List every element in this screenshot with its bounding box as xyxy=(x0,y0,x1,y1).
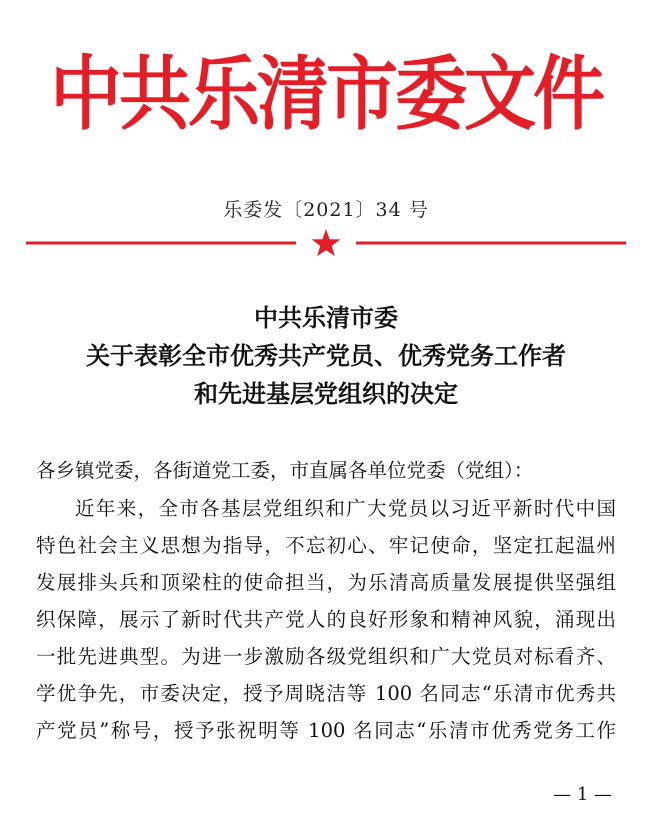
document-number: 乐委发〔2021〕34 号 xyxy=(223,199,429,221)
star-icon xyxy=(312,229,341,256)
page-number: — 1 — xyxy=(553,784,612,805)
masthead-title: 中共乐清市委文件 xyxy=(49,46,602,141)
body-line: 一批先进典型。为进一步激励各级党组织和广大党员对标看齐、 xyxy=(36,645,616,668)
red-divider xyxy=(26,228,626,262)
title-line-2: 关于表彰全市优秀共产党员、优秀党务工作者 xyxy=(86,341,566,370)
body-line: 发展排头兵和顶梁柱的使命担当，为乐清高质量发展提供坚强组 xyxy=(36,571,616,594)
salutation: 各乡镇党委，各街道党工委，市直属各单位党委（党组）： xyxy=(36,459,534,482)
title-line-3: 和先进基层党组织的决定 xyxy=(194,379,458,408)
body-line: 特色社会主义思想为指导，不忘初心、牢记使命，坚定扛起温州 xyxy=(36,534,616,557)
title-line-1: 中共乐清市委 xyxy=(254,303,398,332)
body-line: 产党员”称号，授予张祝明等 100 名同志“乐清市优秀党务工作 xyxy=(36,719,616,742)
body-line: 近年来，全市各基层党组织和广大党员以习近平新时代中国 xyxy=(75,497,616,520)
body-line: 织保障，展示了新时代共产党人的良好形象和精神风貌，涌现出 xyxy=(36,608,616,631)
body-line: 学优争先，市委决定，授予周晓洁等 100 名同志“乐清市优秀共 xyxy=(36,682,616,705)
